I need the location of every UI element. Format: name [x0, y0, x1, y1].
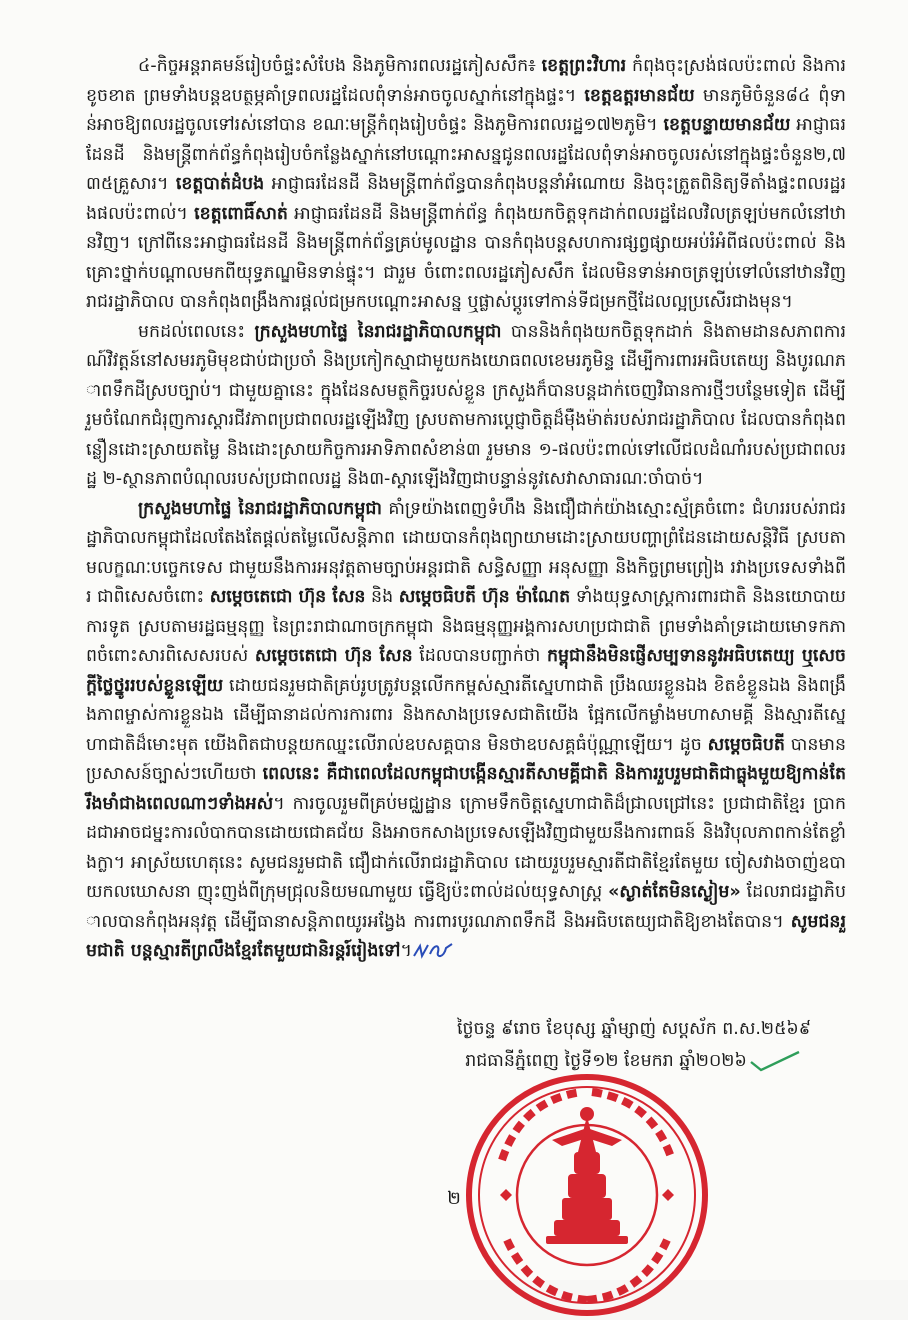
document-body	[86, 52, 846, 967]
solar-date: រាជធានីភ្នំពេញ ថ្ងៃទី១២ ខែមករា ឆ្នាំ២០២៦	[424, 1045, 844, 1077]
lunar-date: ថ្ងៃចន្ទ ៩រោច ខែបុស្ស ឆ្នាំម្សាញ់ សប្តស័ក ព.ស.២៥៦៩	[456, 1019, 812, 1039]
checkmark-icon	[747, 1050, 803, 1072]
date-block	[424, 1013, 844, 1077]
paragraph-ministry-measures: មកដល់ពេលនេះ ក្រសួងមហាផ្ទៃ នៃរាជរដ្ឋាភិបាលកម្ពុជា បាននិងកំពុងយកចិត្តទុកដាក់ និងតាមដានសភាពការណ៍វិវត្តន៍នៅសមរភូមិមុខជាប់ជាប្រចាំ និងប្រកៀកស្មាជាមួយកងយោធពលខេមរភូមិន្ទ ដើម្បីការពារអធិបតេយ្យ និងបូរណភាពទឹកដីស្របច្បាប់។ ជាមួយគ្នានេះ ក្នុងដែនសមត្ថកិច្ចរបស់ខ្លួន ក្រសួងក៏បានបន្តដាក់ចេញវិធានការថ្មីៗបន្ថែមទៀត ដើម្បីរួមចំណែកជំរុញការស្តារជីវភាពប្រជាពលរដ្ឋឡើងវិញ ស្របតាមការប្ដេជ្ញាចិត្តដ៏មុឺងម៉ាត់របស់រាជរដ្ឋាភិបាល ដែលបានកំពុងពន្លឿនដោះស្រាយតម្លៃ និងដោះស្រាយកិច្ចការអាទិភាពសំខាន់៣ រួមមាន ១-ផលប៉ះពាល់ទៅលើជលដំណាំរបស់ប្រជាពលរដ្ឋ ២-ស្ថានភាពបំណុលរបស់ប្រជាពលរដ្ឋ និង៣-ស្តារឡើងវិញជាបន្ទាន់នូវសេវាសាធារណៈចាំបាច់។	[86, 321, 846, 489]
paragraph-ministry-support: ក្រសួងមហាផ្ទៃ នៃរាជរដ្ឋាភិបាលកម្ពុជា គាំទ្រយ៉ាងពេញទំហឹង និងជឿជាក់យ៉ាងស្មោះស្ម័គ្រចំពោះ ជំហររបស់រាជរដ្ឋាភិបាលកម្ពុជាដែលតែងតែផ្ដល់តម្លៃលើសន្តិភាព ដោយបានកំពុងព្យាយាមដោះស្រាយបញ្ហាព្រំដែនដោយសន្តិវិធី ស្របតាមលក្ខណៈបច្ចេកទេស ជាមួយនឹងការអនុវត្តតាមច្បាប់អន្តរជាតិ សន្ធិសញ្ញា អនុសញ្ញា និងកិច្ចព្រមព្រៀង រវាងប្រទេសទាំងពីរ ជាពិសេសចំពោះ សម្ដេចតេជោ ហ៊ុន សែន និង សម្ដេចធិបតី ហ៊ុន ម៉ាណែត ទាំងយុទ្ធសាស្ត្រការពារជាតិ និងនយោបាយការទូត ស្របតាមរដ្ឋធម្មនុញ្ញ នៃព្រះរាជាណាចក្រកម្ពុជា និងធម្មនុញ្ញអង្គការសហប្រជាជាតិ ព្រមទាំងគាំទ្រដោយមោទកភាពចំពោះសារពិសេសរបស់ សម្ដេចតេជោ ហ៊ុន សែន ដែលបានបញ្ជាក់ថា កម្ពុជានឹងមិនផ្ញើសម្បទាននូវអធិបតេយ្យ ឬសេចក្ដីថ្លៃថ្នូររបស់ខ្លួនឡើយ ដោយជនរួមជាតិគ្រប់រូបត្រូវបន្តលើកកម្ពស់ស្មារតីស្នេហាជាតិ ប្រឹងឈរខ្លួនឯង ខិតខំខ្លួនឯង និងពង្រឹងភាពម្ចាស់ការខ្លួនឯង ដើម្បីធានាដល់ការការពារ និងកសាងប្រទេសជាតិយើង ផ្អែកលើកម្លាំងមហាសាមគ្គី និងស្មារតីស្នេហាជាតិដ៏មោះមុត យើងពិតជាបន្តយកឈ្នះលើរាល់ឧបសគ្គបាន មិនថាឧបសគ្គធំប៉ុណ្ណាឡើយ។ ដូច សម្ដេចធិបតី បានមានប្រសាសន៍ច្បាស់ៗហើយថា ពេលនេះ គឺជាពេលដែលកម្ពុជាបង្កើនស្មារតីសាមគ្គីជាតិ និងការរួបរួមជាតិជាធ្លុងមួយឱ្យកាន់តែរឹងមាំជាងពេលណាៗទាំងអស់។ ការចូលរួមពីគ្រប់មជ្ឈដ្ឋាន ក្រោមទឹកចិត្តស្នេហាជាតិដ៏ជ្រាលជ្រៅនេះ ប្រជាជាតិខ្មែរ ប្រាកដជាអាចជម្នះការលំបាកបានដោយជោគជ័យ និងអាចកសាងប្រទេសឡើងវិញជាមួយនឹងការពាធន៍ និងវិបុលភាពកាន់តែខ្លាំងក្លា។ អាស្រ័យហេតុនេះ សូមជនរួមជាតិ ជឿជាក់លើរាជរដ្ឋាភិបាល ដោយរួបរួមស្មារតីជាតិខ្មែរតែមួយ ចៀសវាងចាញ់ឧបាយកលឃោសនា ញុះញង់ពីក្រុមជ្រុលនិយមណាមួយ ធ្វើឱ្យប៉ះពាល់ដល់យុទ្ធសាស្ត្រ «ស្ងាត់តែមិនស្ងៀម» ដែលរាជរដ្ឋាភិបាលបានកំពុងអនុវត្ត ដើម្បីធានាសន្តិភាពយូរអង្វែង ការពារបូរណភាពទឹកដី និងអធិបតេយ្យជាតិឱ្យខាងតែបាន។ សូមជនរួមជាតិ បន្តស្មារតីព្រលឹងខ្មែរតែមួយជានិរន្តរ៍រៀងទៅ។	[86, 498, 847, 961]
paragraph-relief-intervention: ៤-កិច្ចអន្តរាគមន៍រៀបចំផ្ទះសំបែង និងភូមិការពលរដ្ឋភៀសសឹក៖ ខេត្តព្រះវិហារ កំពុងចុះស្រង់ផលប៉ះពាល់ និងការខូចខាត ព្រមទាំងបន្តឧបត្ថម្ភគាំទ្រពលរដ្ឋដែលពុំទាន់អាចចូលស្នាក់នៅក្នុងផ្ទះ។ ខេត្តឧត្តរមានជ័យ មានភូមិចំនួន៨៤ ពុំទាន់អាចឱ្យពលរដ្ឋចូលទៅរស់នៅបាន ខណៈមន្ត្រីកំពុងរៀបចំផ្ទះ និងភូមិការពលរដ្ឋ១៧២ភូមិ។ ខេត្តបន្ទាយមានជ័យ អាជ្ញាធរដែនដី និងមន្ត្រីពាក់ព័ន្ធកំពុងរៀបចំកន្លែងស្នាក់នៅបណ្ដោះអាសន្នជូនពលរដ្ឋដែលពុំទាន់អាចចូលរស់នៅក្នុងផ្ទះចំនួន២,៧៣៥គ្រួសារ។ ខេត្តបាត់ដំបង អាជ្ញាធរដែនដី និងមន្ត្រីពាក់ព័ន្ធបានកំពុងបន្តនាំអំណោយ និងចុះត្រួតពិនិត្យទីតាំងផ្ទះពលរដ្ឋរងផលប៉ះពាល់។ ខេត្តពោធិ៍សាត់ អាជ្ញាធរដែនដី និងមន្ត្រីពាក់ព័ន្ធ កំពុងយកចិត្តទុកដាក់ពលរដ្ឋដែលវិលត្រឡប់មកលំនៅឋានវិញ។ ក្រៅពីនេះអាជ្ញាធរដែនដី និងមន្ត្រីពាក់ព័ន្ធគ្រប់មូលដ្ឋាន បានកំពុងបន្តសហការផ្សព្វផ្សាយអប់រំអំពីផលប៉ះពាល់ និងគ្រោះថ្នាក់បណ្ដាលមកពីយុទ្ធភណ្ឌមិនទាន់ផ្ទុះ។ ជារួម ចំពោះពលរដ្ឋភៀសសឹក ដែលមិនទាន់អាចត្រឡប់ទៅលំនៅឋានវិញ រាជរដ្ឋាភិបាល បានកំពុងពង្រឹងការផ្ដល់ជម្រកបណ្ដោះអាសន្ន ឬផ្លាស់ប្ដូរទៅកាន់ទីជម្រកថ្មីដែលល្អប្រសើរជាងមុន។	[86, 56, 847, 312]
initials-signature-icon	[412, 940, 456, 962]
page-number: ២	[447, 1188, 461, 1209]
